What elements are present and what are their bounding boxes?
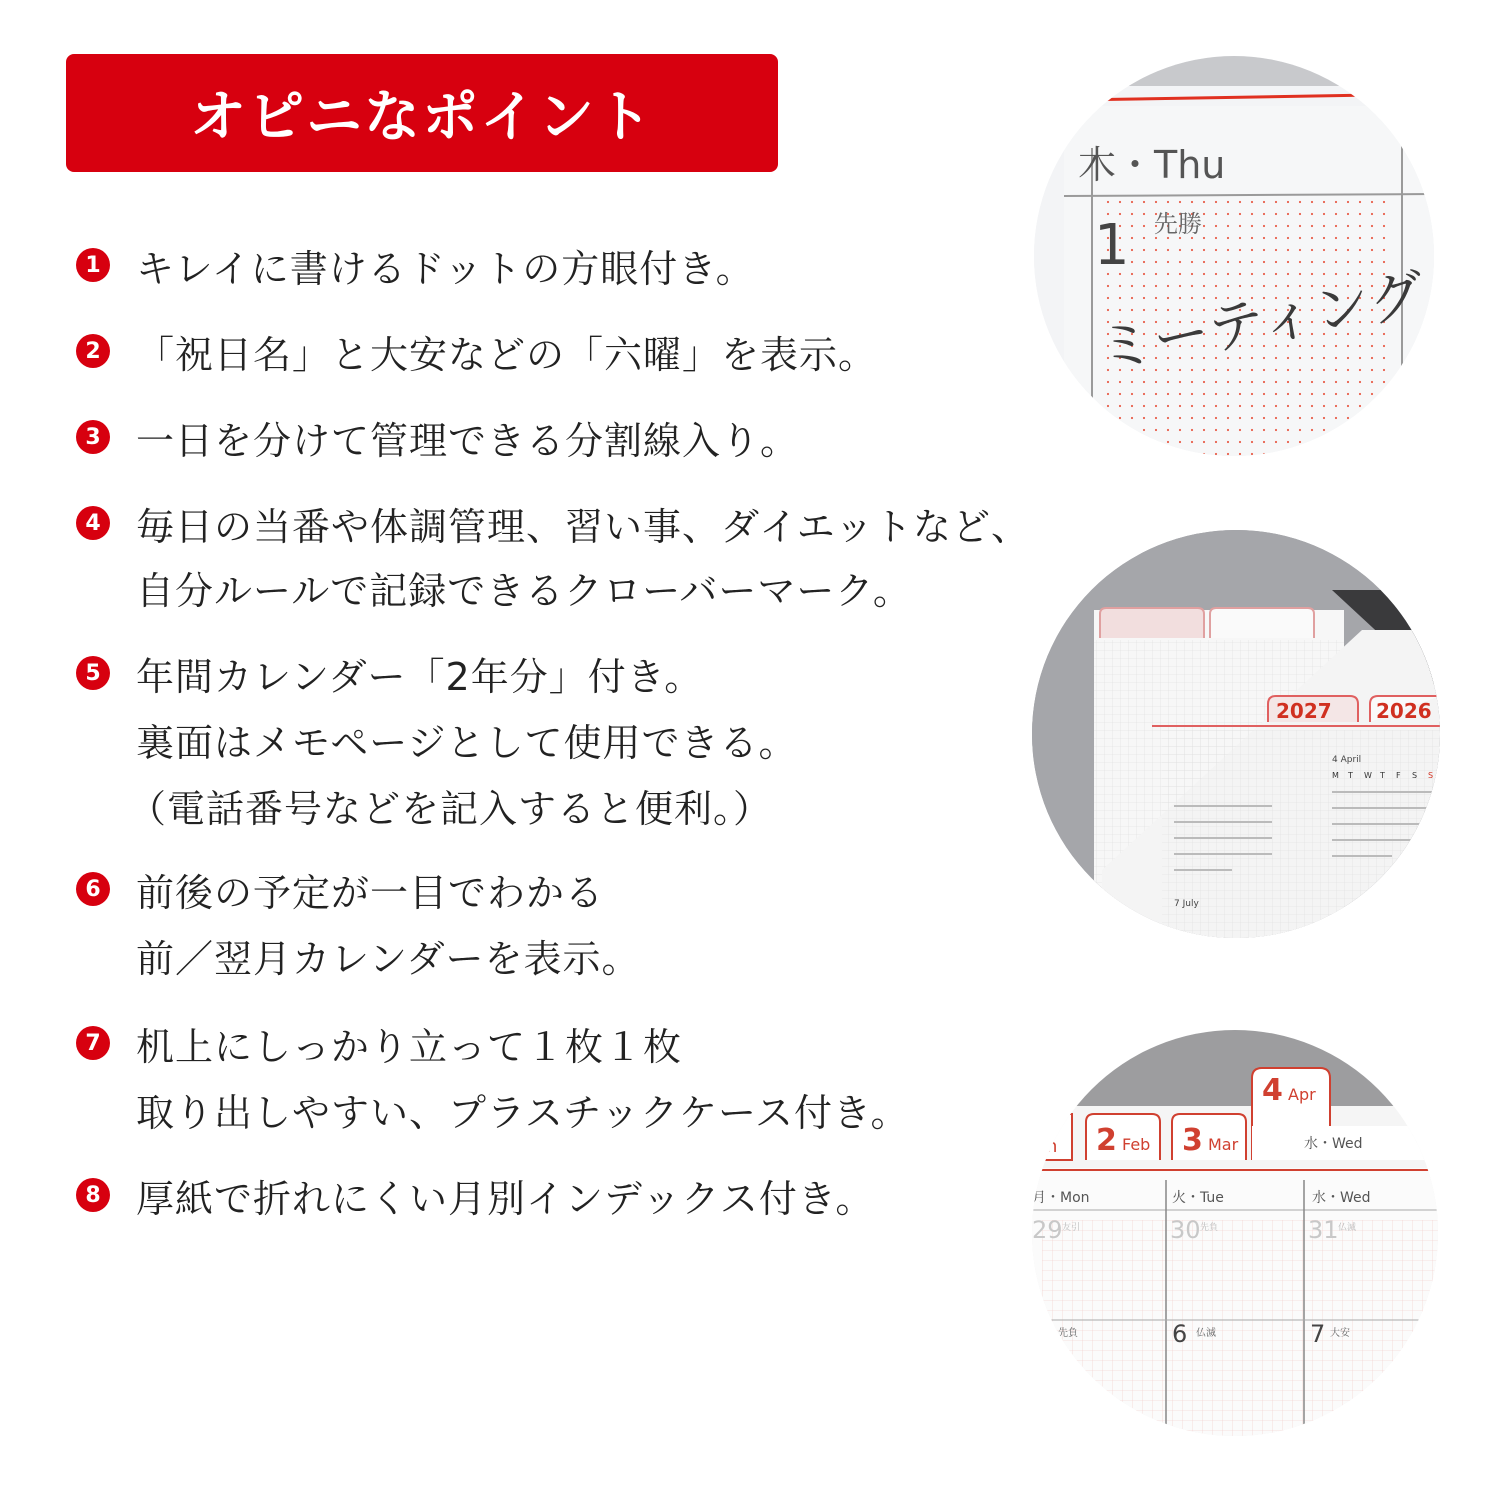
tab-month-2-label: Feb [1122,1135,1151,1154]
day-label: 木・Thu [1078,143,1226,187]
point-text: 厚紙で折れにくい月別インデックス付き。 [136,1177,875,1221]
tab-month-4-label: Apr [1288,1085,1316,1104]
tab-month-3: 3 [1182,1123,1203,1158]
point-text: 一日を分けて管理できる分割線入り。 [136,419,800,463]
point-text: 机上にしっかり立って１枚１枚 [136,1025,683,1069]
weekday-fri: F [1396,771,1401,780]
point-number: 4 [76,506,110,540]
rokuyo-label: 先勝 [1154,210,1202,238]
tab-month-3-label: Mar [1208,1135,1239,1154]
point-text: 前／翌月カレンダーを表示。 [136,937,641,981]
point-text: （電話番号などを記入すると便利。） [128,787,773,831]
point-number: 5 [76,656,110,690]
point-text: 「祝日名」と大安などの「六曜」を表示。 [136,333,878,377]
handwritten-memo: ミーティング [1092,261,1430,384]
rokuyo-30: 先負 [1200,1223,1219,1233]
point-number: 8 [76,1178,110,1212]
date-29: 29 [1032,1216,1063,1244]
rokuyo-6: 仏滅 [1196,1328,1216,1339]
point-text: 前後の予定が一目でわかる [136,871,605,915]
rokuyo-5: 先負 [1058,1328,1078,1339]
banner-title: オピニなポイント [190,85,654,150]
photo-monthly-index [1032,1030,1438,1436]
point-text: 取り出しやすい、プラスチックケース付き。 [136,1091,910,1135]
tab-year-2026: 2026 [1376,699,1432,723]
weekday-sat: S [1412,771,1418,780]
point-text: 自分ルールで記録できるクローバーマーク。 [136,569,912,613]
date-7: 7 [1310,1320,1326,1348]
point-number: 7 [76,1026,110,1060]
photo-dot-grid-page [1034,56,1434,456]
header-tue: 火・Tue [1172,1190,1224,1206]
weekday-thu: T [1380,771,1385,780]
rokuyo-29: 友引 [1062,1223,1081,1233]
point-text: 裏面はメモページとして使用できる。 [136,721,798,765]
point-text: 毎日の当番や体調管理、習い事、ダイエットなど、 [136,505,1030,549]
point-text: 年間カレンダー「2年分」付き。 [136,655,704,699]
month-heading-april: 4 April [1332,755,1362,765]
weekday-tue: T [1348,771,1353,780]
header-mon: 月・Mon [1032,1190,1090,1206]
point-text: キレイに書けるドットの方眼付き。 [136,247,755,291]
title-banner [66,54,778,172]
month-heading-july: 7 July [1174,899,1199,909]
rokuyo-7: 大安 [1330,1328,1350,1339]
weekday-sun: S [1428,771,1434,780]
tab-month-2: 2 [1096,1123,1117,1158]
weekday-mon: M [1332,771,1339,780]
tab-month-4: 4 [1262,1073,1283,1108]
tab-year-2027: 2027 [1276,699,1332,723]
date-6: 6 [1172,1320,1188,1348]
date-number: 1 [1094,213,1130,278]
rokuyo-31: 仏滅 [1338,1223,1357,1233]
weekday-wed: W [1364,771,1372,780]
photo-yearly-calendar [1032,530,1440,938]
header-wed-small: 水・Wed [1304,1136,1363,1152]
tab-partial-label: n [1046,1136,1058,1157]
date-30: 30 [1170,1216,1201,1244]
header-wed: 水・Wed [1312,1190,1371,1206]
point-number: 1 [76,248,110,282]
point-number: 2 [76,334,110,368]
point-number: 3 [76,420,110,454]
point-number: 6 [76,872,110,906]
date-31: 31 [1308,1216,1339,1244]
